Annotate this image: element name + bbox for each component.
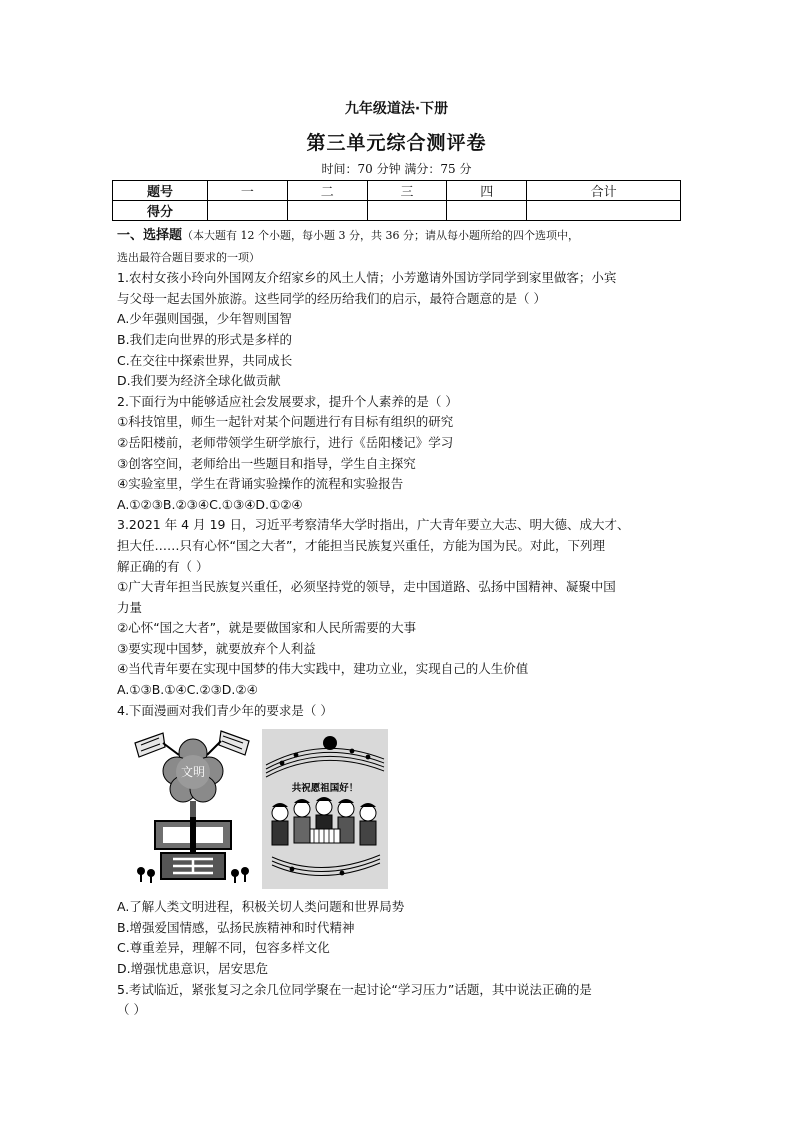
question-body: [117, 225, 687, 1021]
q4-option: B.增强爱国情感，弘扬民族精神和时代精神: [117, 919, 355, 935]
q5-stem: 5.考试临近，紧张复习之余几位同学聚在一起讨论“学习压力”话题，其中说法正确的是: [117, 981, 592, 997]
q2-item: ①科技馆里，师生一起针对某个问题进行有目标有组织的研究: [117, 414, 454, 430]
q1-option: C.在交往中探索世界，共同成长: [117, 352, 293, 368]
exam-meta: 时间：70 分钟 满分：75 分: [321, 162, 472, 176]
q1-stem-cont: 与父母一起去国外旅游。这些同学的经历给我们的启示，最符合题意的是（ ）: [117, 290, 546, 306]
score-table: [112, 180, 681, 221]
score-input-cell[interactable]: [527, 201, 681, 221]
section-instruction: （本大题有 12 个小题，每小题 3 分，共 36 分；请从每小题所给的四个选项中，: [182, 229, 579, 242]
subject-label: 九年级道法·下册: [344, 101, 449, 117]
q2-item: ④实验室里，学生在背诵实验操作的流程和实验报告: [117, 476, 404, 492]
q3-item: ③要实现中国梦，就要放弃个人利益: [117, 640, 316, 656]
q1-option: A.少年强则国强，少年智则国智: [117, 311, 292, 327]
score-input-cell[interactable]: [367, 201, 447, 221]
q4-option: A.了解人类文明进程，积极关切人类问题和世界局势: [117, 899, 405, 915]
q3-item: ④当代青年要在实现中国梦的伟大实践中，建功立业，实现自己的人生价值: [117, 661, 529, 677]
cartoon2-text: 共祝愿祖国好！: [291, 783, 359, 795]
page-title: 第三单元综合测评卷: [306, 132, 487, 154]
score-input-cell[interactable]: [447, 201, 527, 221]
q3-item: ②心怀“国之大者”，就是要做国家和人民所需要的大事: [117, 620, 417, 636]
q3-item-cont: 力量: [117, 599, 143, 615]
q2-options: A.①②③B.②③④C.①③④D.①②④: [117, 496, 303, 512]
cartoon-flower-china: [133, 725, 253, 885]
q1-option: B.我们走向世界的形式是多样的: [117, 331, 293, 347]
q1-stem: 1.农村女孩小玲向外国网友介绍家乡的风土人情；小芳邀请外国访学同学到家里做客；小宾: [117, 270, 617, 286]
q2-item: ②岳阳楼前，老师带领学生研学旅行，进行《岳阳楼记》学习: [117, 434, 454, 450]
q5-stem-cont: （ ）: [117, 1002, 146, 1018]
score-cell: 四: [447, 181, 527, 201]
q2-item: ③创客空间，老师给出一些题目和指导，学生自主探究: [117, 455, 416, 471]
score-table-header-row: [113, 181, 681, 201]
q4-stem: 4.下面漫画对我们青少年的要求是（ ）: [117, 702, 333, 718]
section-heading-cont: [117, 247, 687, 269]
score-cell: 三: [367, 181, 447, 201]
q3-options: A.①③B.①④C.②③D.②④: [117, 682, 258, 698]
section-title: 一、选择题: [117, 228, 183, 243]
cartoon1-text: 文明: [180, 765, 206, 780]
score-cell: 题号: [113, 181, 208, 201]
q3-stem-cont: 担大任……只有心怀“国之大者”，才能担当民族复兴重任，方能为国为民。对此，下列理: [117, 537, 605, 553]
score-cell: 合计: [527, 181, 681, 201]
score-cell: 二: [287, 181, 367, 201]
q4-option: D.增强忧患意识，居安思危: [117, 961, 269, 977]
q2-stem: 2.下面行为中能够适应社会发展要求，提升个人素养的是（ ）: [117, 393, 458, 409]
section-instruction-2: 选出最符合题目要求的一项）: [117, 250, 260, 264]
q3-stem-cont: 解正确的有（ ）: [117, 558, 209, 574]
score-cell: 得分: [113, 201, 208, 221]
q1-option: D.我们要为经济全球化做贡献: [117, 373, 281, 389]
score-table-score-row: [113, 201, 681, 221]
score-cell: 一: [208, 181, 288, 201]
q3-stem: 3.2021 年 4 月 19 日，习近平考察清华大学时指出，广大青年要立大志、明大德、成大才、: [117, 517, 630, 533]
q3-item: ①广大青年担当民族复兴重任，必须坚持党的领导，走中国道路、弘扬中国精神、凝聚中国: [117, 579, 616, 595]
score-input-cell[interactable]: [287, 201, 367, 221]
section-heading: [117, 225, 687, 247]
cartoon-people-celebration: [262, 729, 388, 889]
q4-option: C.尊重差异，理解不同，包容多样文化: [117, 940, 330, 956]
q4-cartoons: [117, 725, 687, 893]
score-input-cell[interactable]: [208, 201, 288, 221]
